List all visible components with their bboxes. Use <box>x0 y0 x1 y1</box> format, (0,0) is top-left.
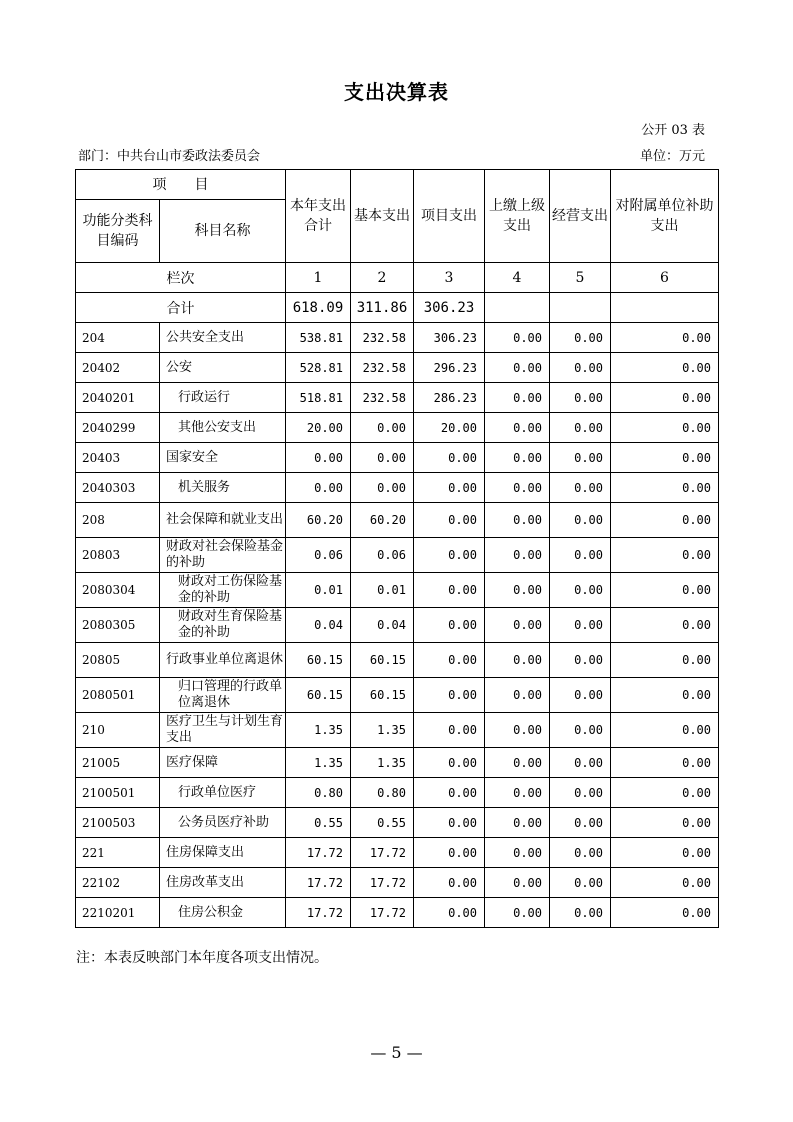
row-value: 0.00 <box>550 323 611 353</box>
row-name: 公安 <box>160 353 286 383</box>
row-code: 2040201 <box>76 383 160 413</box>
row-value: 0.00 <box>351 473 414 503</box>
row-value: 0.00 <box>286 473 351 503</box>
row-name: 医疗卫生与计划生育支出 <box>160 713 286 748</box>
header-col-basic: 基本支出 <box>351 170 414 263</box>
row-value: 0.00 <box>550 898 611 928</box>
row-value: 0.00 <box>414 608 485 643</box>
row-value: 0.00 <box>485 608 550 643</box>
header-func-code: 功能分类科目编码 <box>76 200 160 263</box>
row-value: 286.23 <box>414 383 485 413</box>
row-name: 公共安全支出 <box>160 323 286 353</box>
row-value: 0.00 <box>611 778 719 808</box>
row-value: 0.00 <box>414 573 485 608</box>
row-value: 0.00 <box>485 538 550 573</box>
row-code: 20403 <box>76 443 160 473</box>
header-col-project: 项目支出 <box>414 170 485 263</box>
row-value: 0.00 <box>550 643 611 678</box>
row-value: 0.00 <box>611 538 719 573</box>
row-value: 0.00 <box>351 443 414 473</box>
row-value: 0.00 <box>550 778 611 808</box>
row-name: 行政事业单位离退休 <box>160 643 286 678</box>
table-row <box>76 503 719 538</box>
total-value <box>485 293 550 323</box>
row-name: 机关服务 <box>160 473 286 503</box>
row-value: 0.00 <box>611 383 719 413</box>
row-value: 0.00 <box>485 443 550 473</box>
table-row <box>76 353 719 383</box>
row-value: 0.00 <box>550 608 611 643</box>
table-note: 注：本表反映部门本年度各项支出情况。 <box>76 950 328 966</box>
header-col-subsidy: 对附属单位补助支出 <box>611 170 719 263</box>
row-value: 0.00 <box>485 778 550 808</box>
row-value: 0.00 <box>414 713 485 748</box>
total-value <box>611 293 719 323</box>
row-value: 0.00 <box>611 443 719 473</box>
row-value: 17.72 <box>351 898 414 928</box>
header-col-operation: 经营支出 <box>550 170 611 263</box>
table-row <box>76 323 719 353</box>
page-number: — 5 — <box>370 1043 423 1062</box>
table-row <box>76 538 719 573</box>
row-value: 0.00 <box>550 503 611 538</box>
row-value: 17.72 <box>286 868 351 898</box>
row-value: 0.80 <box>286 778 351 808</box>
row-value: 0.00 <box>485 868 550 898</box>
row-value: 0.00 <box>611 503 719 538</box>
column-index-3: 3 <box>414 263 485 293</box>
row-value: 0.00 <box>550 868 611 898</box>
row-value: 0.01 <box>351 573 414 608</box>
row-value: 0.00 <box>485 643 550 678</box>
row-value: 0.00 <box>550 808 611 838</box>
row-value: 0.00 <box>550 443 611 473</box>
row-name: 财政对生育保险基金的补助 <box>160 608 286 643</box>
row-value: 0.00 <box>414 538 485 573</box>
unit-label: 单位：万元 <box>639 149 705 164</box>
column-index-1: 1 <box>286 263 351 293</box>
row-value: 17.72 <box>351 838 414 868</box>
row-value: 0.00 <box>550 838 611 868</box>
row-name: 行政运行 <box>160 383 286 413</box>
row-value: 0.00 <box>414 838 485 868</box>
row-value: 0.80 <box>351 778 414 808</box>
table-row <box>76 473 719 503</box>
row-value: 1.35 <box>351 748 414 778</box>
row-value: 0.00 <box>611 608 719 643</box>
row-code: 2080304 <box>76 573 160 608</box>
row-name: 住房保障支出 <box>160 838 286 868</box>
row-value: 0.00 <box>485 678 550 713</box>
row-value: 0.00 <box>550 748 611 778</box>
row-value: 538.81 <box>286 323 351 353</box>
row-value: 0.00 <box>485 748 550 778</box>
row-value: 60.15 <box>286 678 351 713</box>
row-value: 232.58 <box>351 323 414 353</box>
row-value: 0.00 <box>611 323 719 353</box>
row-code: 21005 <box>76 748 160 778</box>
row-value: 0.00 <box>286 443 351 473</box>
row-name: 医疗保障 <box>160 748 286 778</box>
row-code: 20402 <box>76 353 160 383</box>
row-value: 20.00 <box>414 413 485 443</box>
row-value: 518.81 <box>286 383 351 413</box>
row-code: 2080305 <box>76 608 160 643</box>
row-value: 60.20 <box>286 503 351 538</box>
row-code: 2100501 <box>76 778 160 808</box>
row-value: 0.00 <box>485 383 550 413</box>
row-value: 0.00 <box>611 678 719 713</box>
row-value: 0.00 <box>414 443 485 473</box>
row-value: 17.72 <box>351 868 414 898</box>
row-value: 0.00 <box>611 473 719 503</box>
row-value: 0.00 <box>414 748 485 778</box>
row-value: 0.00 <box>550 713 611 748</box>
row-value: 0.00 <box>414 678 485 713</box>
column-index-2: 2 <box>351 263 414 293</box>
row-value: 232.58 <box>351 383 414 413</box>
row-value: 1.35 <box>286 748 351 778</box>
row-value: 0.00 <box>550 383 611 413</box>
row-value: 0.00 <box>485 713 550 748</box>
row-value: 0.00 <box>485 323 550 353</box>
row-value: 20.00 <box>286 413 351 443</box>
table-row <box>76 383 719 413</box>
row-value: 0.00 <box>414 643 485 678</box>
row-code: 210 <box>76 713 160 748</box>
table-row <box>76 778 719 808</box>
row-value: 0.00 <box>550 573 611 608</box>
row-value: 0.00 <box>485 473 550 503</box>
row-value: 0.00 <box>414 868 485 898</box>
row-value: 60.15 <box>351 678 414 713</box>
row-code: 20803 <box>76 538 160 573</box>
row-value: 0.00 <box>485 353 550 383</box>
row-value: 1.35 <box>351 713 414 748</box>
row-value: 0.04 <box>286 608 351 643</box>
row-value: 0.00 <box>550 538 611 573</box>
row-value: 0.00 <box>611 808 719 838</box>
row-value: 0.55 <box>286 808 351 838</box>
table-row <box>76 868 719 898</box>
table-row <box>76 573 719 608</box>
row-value: 0.00 <box>414 503 485 538</box>
row-code: 204 <box>76 323 160 353</box>
row-value: 0.00 <box>485 573 550 608</box>
column-index-4: 4 <box>485 263 550 293</box>
table-row <box>76 443 719 473</box>
row-value: 0.00 <box>485 413 550 443</box>
table-row <box>76 413 719 443</box>
total-label: 合计 <box>76 293 286 323</box>
table-row <box>76 898 719 928</box>
department-label: 部门：中共台山市委政法委员会 <box>78 149 261 164</box>
table-row <box>76 678 719 713</box>
row-value: 0.00 <box>611 413 719 443</box>
row-value: 60.15 <box>351 643 414 678</box>
row-value: 17.72 <box>286 838 351 868</box>
header-subject-name: 科目名称 <box>160 200 286 263</box>
row-name: 财政对社会保险基金的补助 <box>160 538 286 573</box>
row-value: 0.00 <box>611 898 719 928</box>
total-value: 306.23 <box>414 293 485 323</box>
table-row <box>76 713 719 748</box>
row-code: 2040303 <box>76 473 160 503</box>
row-value: 0.00 <box>611 353 719 383</box>
row-value: 0.55 <box>351 808 414 838</box>
form-number: 公开 03 表 <box>641 123 705 138</box>
row-value: 0.04 <box>351 608 414 643</box>
total-value: 311.86 <box>351 293 414 323</box>
row-value: 0.00 <box>485 898 550 928</box>
row-value: 0.00 <box>611 573 719 608</box>
row-name: 行政单位医疗 <box>160 778 286 808</box>
row-value: 0.00 <box>414 473 485 503</box>
row-name: 公务员医疗补助 <box>160 808 286 838</box>
column-index-5: 5 <box>550 263 611 293</box>
row-value: 0.00 <box>550 473 611 503</box>
table-row <box>76 838 719 868</box>
row-value: 232.58 <box>351 353 414 383</box>
row-value: 0.00 <box>550 353 611 383</box>
row-value: 0.06 <box>351 538 414 573</box>
row-code: 221 <box>76 838 160 868</box>
row-name: 财政对工伤保险基金的补助 <box>160 573 286 608</box>
row-value: 0.00 <box>611 838 719 868</box>
header-col-remit: 上缴上级支出 <box>485 170 550 263</box>
row-value: 0.00 <box>550 413 611 443</box>
row-value: 528.81 <box>286 353 351 383</box>
row-code: 208 <box>76 503 160 538</box>
row-code: 2210201 <box>76 898 160 928</box>
row-code: 2100503 <box>76 808 160 838</box>
row-value: 0.00 <box>550 678 611 713</box>
total-value: 618.09 <box>286 293 351 323</box>
row-code: 2040299 <box>76 413 160 443</box>
row-value: 296.23 <box>414 353 485 383</box>
row-value: 60.15 <box>286 643 351 678</box>
column-index-6: 6 <box>611 263 719 293</box>
total-value <box>550 293 611 323</box>
expenditure-table <box>75 169 719 928</box>
row-code: 22102 <box>76 868 160 898</box>
row-value: 0.00 <box>611 643 719 678</box>
row-name: 其他公安支出 <box>160 413 286 443</box>
row-value: 0.00 <box>351 413 414 443</box>
row-value: 0.00 <box>485 838 550 868</box>
row-name: 社会保障和就业支出 <box>160 503 286 538</box>
table-row <box>76 608 719 643</box>
header-col-total: 本年支出合计 <box>286 170 351 263</box>
row-value: 0.00 <box>414 898 485 928</box>
row-value: 1.35 <box>286 713 351 748</box>
column-index-label: 栏次 <box>76 263 286 293</box>
row-value: 0.00 <box>611 713 719 748</box>
page-title: 支出决算表 <box>344 80 449 104</box>
row-value: 0.00 <box>485 808 550 838</box>
row-value: 60.20 <box>351 503 414 538</box>
row-value: 0.00 <box>485 503 550 538</box>
row-name: 住房改革支出 <box>160 868 286 898</box>
row-value: 0.00 <box>414 778 485 808</box>
row-value: 0.01 <box>286 573 351 608</box>
table-row <box>76 808 719 838</box>
header-item: 项 目 <box>76 170 286 200</box>
row-name: 国家安全 <box>160 443 286 473</box>
row-value: 0.00 <box>414 808 485 838</box>
table-row <box>76 643 719 678</box>
row-value: 0.06 <box>286 538 351 573</box>
table-row <box>76 748 719 778</box>
row-value: 17.72 <box>286 898 351 928</box>
row-code: 2080501 <box>76 678 160 713</box>
row-code: 20805 <box>76 643 160 678</box>
row-value: 0.00 <box>611 748 719 778</box>
row-value: 306.23 <box>414 323 485 353</box>
row-name: 住房公积金 <box>160 898 286 928</box>
row-value: 0.00 <box>611 868 719 898</box>
row-name: 归口管理的行政单位离退休 <box>160 678 286 713</box>
